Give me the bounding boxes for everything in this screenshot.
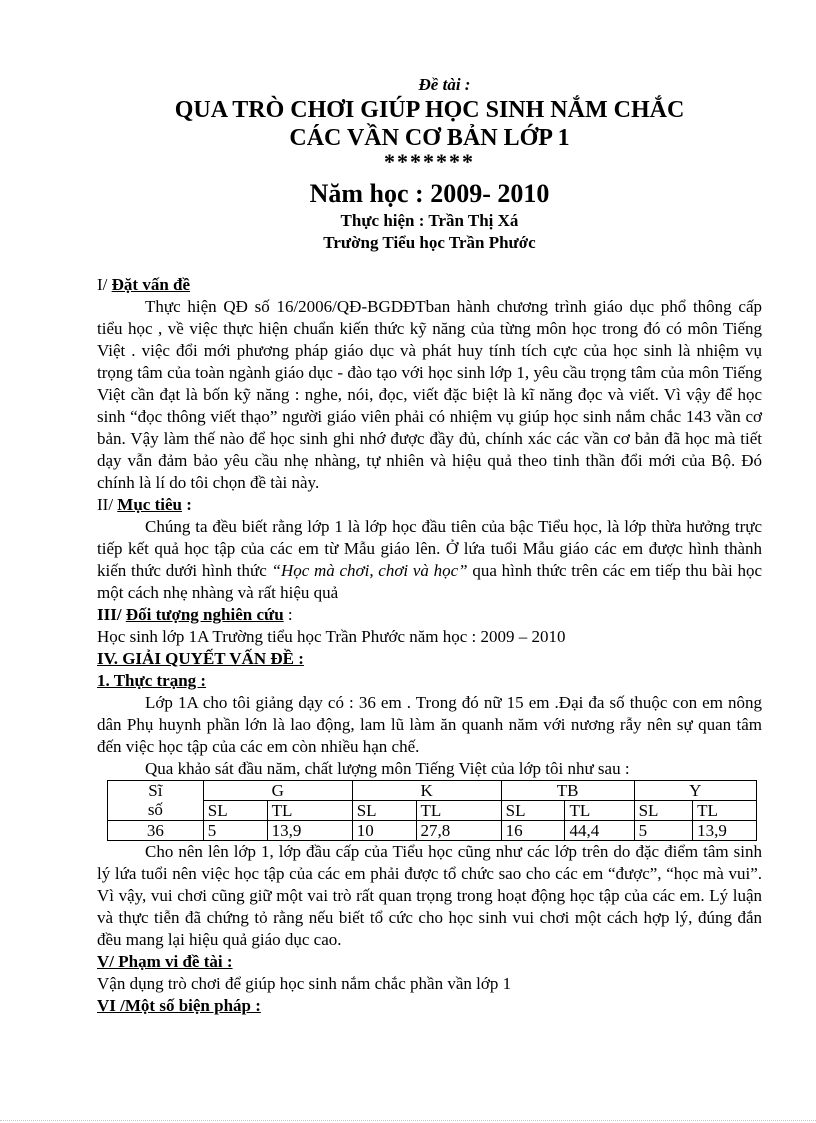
table-subheader-row <box>108 801 757 821</box>
decorative-stars: ******* <box>384 149 475 174</box>
subheader-sl: SL <box>634 801 693 821</box>
section-2-prefix: II/ <box>97 495 118 514</box>
table-row <box>108 821 757 841</box>
cell-k-tl: 27,8 <box>416 821 501 841</box>
section-3-heading <box>97 604 762 626</box>
document-page <box>97 74 762 1017</box>
school-year: Năm học : 2009- 2010 <box>309 179 550 208</box>
cell-g-sl: 5 <box>203 821 267 841</box>
section-6-title: VI /Một số biện pháp : <box>97 996 261 1015</box>
group-header-tb: TB <box>501 781 634 801</box>
group-header-y: Y <box>634 781 756 801</box>
subheader-tl: TL <box>693 801 757 821</box>
section-4-para-1: Lớp 1A cho tôi giảng dạy có : 36 em . Trong đó nữ 15 em .Đại đa số thuộc con em nông dân Phụ huynh phần lớn là lao động, lam lũ làm ăn quanh năm với nương rẫy nên sự quan tâm đến việc học tập của các em còn nhiều hạn chế. <box>97 693 762 756</box>
section-1-prefix: I/ <box>97 275 112 294</box>
subheader-tl: TL <box>565 801 634 821</box>
page-bottom-divider <box>0 1120 816 1121</box>
school-line: Trường Tiểu học Trần Phước <box>323 233 536 252</box>
cell-g-tl: 13,9 <box>267 821 352 841</box>
subheader-sl: SL <box>501 801 565 821</box>
section-4-title: IV. GIẢI QUYẾT VẤN ĐỀ : <box>97 649 304 668</box>
section-3-suffix: : <box>283 605 293 624</box>
section-3-body: Học sinh lớp 1A Trường tiểu học Trần Phước năm học : 2009 – 2010 <box>97 627 566 646</box>
section-2-body-quote: “Học mà chơi, chơi và học” <box>271 561 468 580</box>
survey-results-table <box>107 780 757 841</box>
subheader-sl: SL <box>352 801 416 821</box>
cell-y-tl: 13,9 <box>693 821 757 841</box>
section-3-prefix: III/ <box>97 605 126 624</box>
document-title-line2: CÁC VẦN CƠ BẢN LỚP 1 <box>289 125 570 151</box>
section-2-body <box>97 516 762 604</box>
section-3-title: Đối tượng nghiên cứu <box>125 605 284 624</box>
topic-label: Đề tài : <box>418 75 471 94</box>
section-5-body: Vận dụng trò chơi để giúp học sinh nắm chắc phần vần lớp 1 <box>97 974 512 993</box>
section-2-body-end: qua hình thức trên các em tiếp thu bài học một cách nhẹ nhàng và rất hiệu quả <box>97 561 762 602</box>
group-header-k: K <box>352 781 501 801</box>
cell-siso: 36 <box>108 821 204 841</box>
subheader-sl: SL <box>203 801 267 821</box>
cell-tb-tl: 44,4 <box>565 821 634 841</box>
author-line: Thực hiện : Trần Thị Xá <box>340 211 519 230</box>
survey-intro: Qua khảo sát đầu năm, chất lượng môn Tiếng Việt của lớp tôi như sau : <box>145 759 630 778</box>
table-header-row <box>108 781 757 801</box>
section-4-1-heading <box>97 670 762 692</box>
section-2-suffix: : <box>181 495 192 514</box>
subheader-tl: TL <box>267 801 352 821</box>
section-6-heading <box>97 995 762 1017</box>
cell-y-sl: 5 <box>634 821 693 841</box>
cell-tb-sl: 16 <box>501 821 565 841</box>
section-4-heading <box>97 648 762 670</box>
section-1-heading <box>97 274 762 296</box>
section-4-para-2: Cho nên lên lớp 1, lớp đầu cấp của Tiểu học cũng như các lớp trên do đặc điểm tâm sinh lý lứa tuổi nên việc học tập của các em phải được tổ chức sao cho các em “được”, “học mà vui”. Vì vậy, vui chơi cũng giữ một vai trò rất quan trọng trong hoạt động học tập của các em. Lý luận và thực tiễn đã chứng tỏ rằng nếu biết tổ cức cho học sinh vui chơi một cách hợp lý, đúng đắn đều mang lại hiệu quả giáo dục cao. <box>97 842 762 949</box>
subheader-tl: TL <box>416 801 501 821</box>
document-title-line1: QUA TRÒ CHƠI GIÚP HỌC SINH NẮM CHẮC <box>174 97 685 123</box>
section-5-title: V/ Phạm vi đề tài : <box>97 952 233 971</box>
section-5-heading <box>97 951 762 973</box>
cell-k-sl: 10 <box>352 821 416 841</box>
section-1-body: Thực hiện QĐ số 16/2006/QĐ-BGDĐTban hành chương trình giáo dục phổ thông cấp tiểu học , về việc thực hiện chuẩn kiến thức kỹ năng của từng môn học trong đó có môn Tiếng Việt . việc đổi mới phương pháp giáo dục và phát huy tính tích cực của học sinh là nhiệm vụ trọng tâm của toàn ngành giáo dục - đào tạo với học sinh lớp 1, yêu cầu trọng tâm của môn Tiếng Việt cần đạt là bốn kỹ năng : nghe, nói, đọc, viết đặc biệt là kĩ năng đọc và viết. Vì vậy để học sinh “đọc thông viết thạo” người giáo viên phải có nhiệm vụ giúp học sinh nắm chắc 143 vần cơ bản. Vậy làm thế nào để học sinh ghi nhớ được đầy đủ, chính xác các vần cơ bản đã học mà tiết dạy vẫn đảm bảo yêu cầu nhẹ nhàng, tự nhiên và hiệu quả theo tinh thần đổi mới của Bộ. Đó chính là lí do tôi chọn đề tài này. <box>97 297 762 492</box>
siso-header: Sĩ số <box>108 781 204 821</box>
section-4-1-title: 1. Thực trạng : <box>97 671 207 690</box>
section-2-body-start: Chúng ta đều biết rằng lớp 1 là lớp học đầu tiên của bậc Tiểu học, là lớp thừa hưởng trực tiếp kết quả học tập của các em từ Mẫu giáo lên. Ở lứa tuổi Mẫu giáo các em được hình thành kiến thức dưới hình thức <box>97 517 762 580</box>
section-2-title: Mục tiêu <box>117 495 182 514</box>
section-1-title: Đặt vấn đề <box>111 275 191 294</box>
section-2-heading <box>97 494 762 516</box>
group-header-g: G <box>203 781 352 801</box>
